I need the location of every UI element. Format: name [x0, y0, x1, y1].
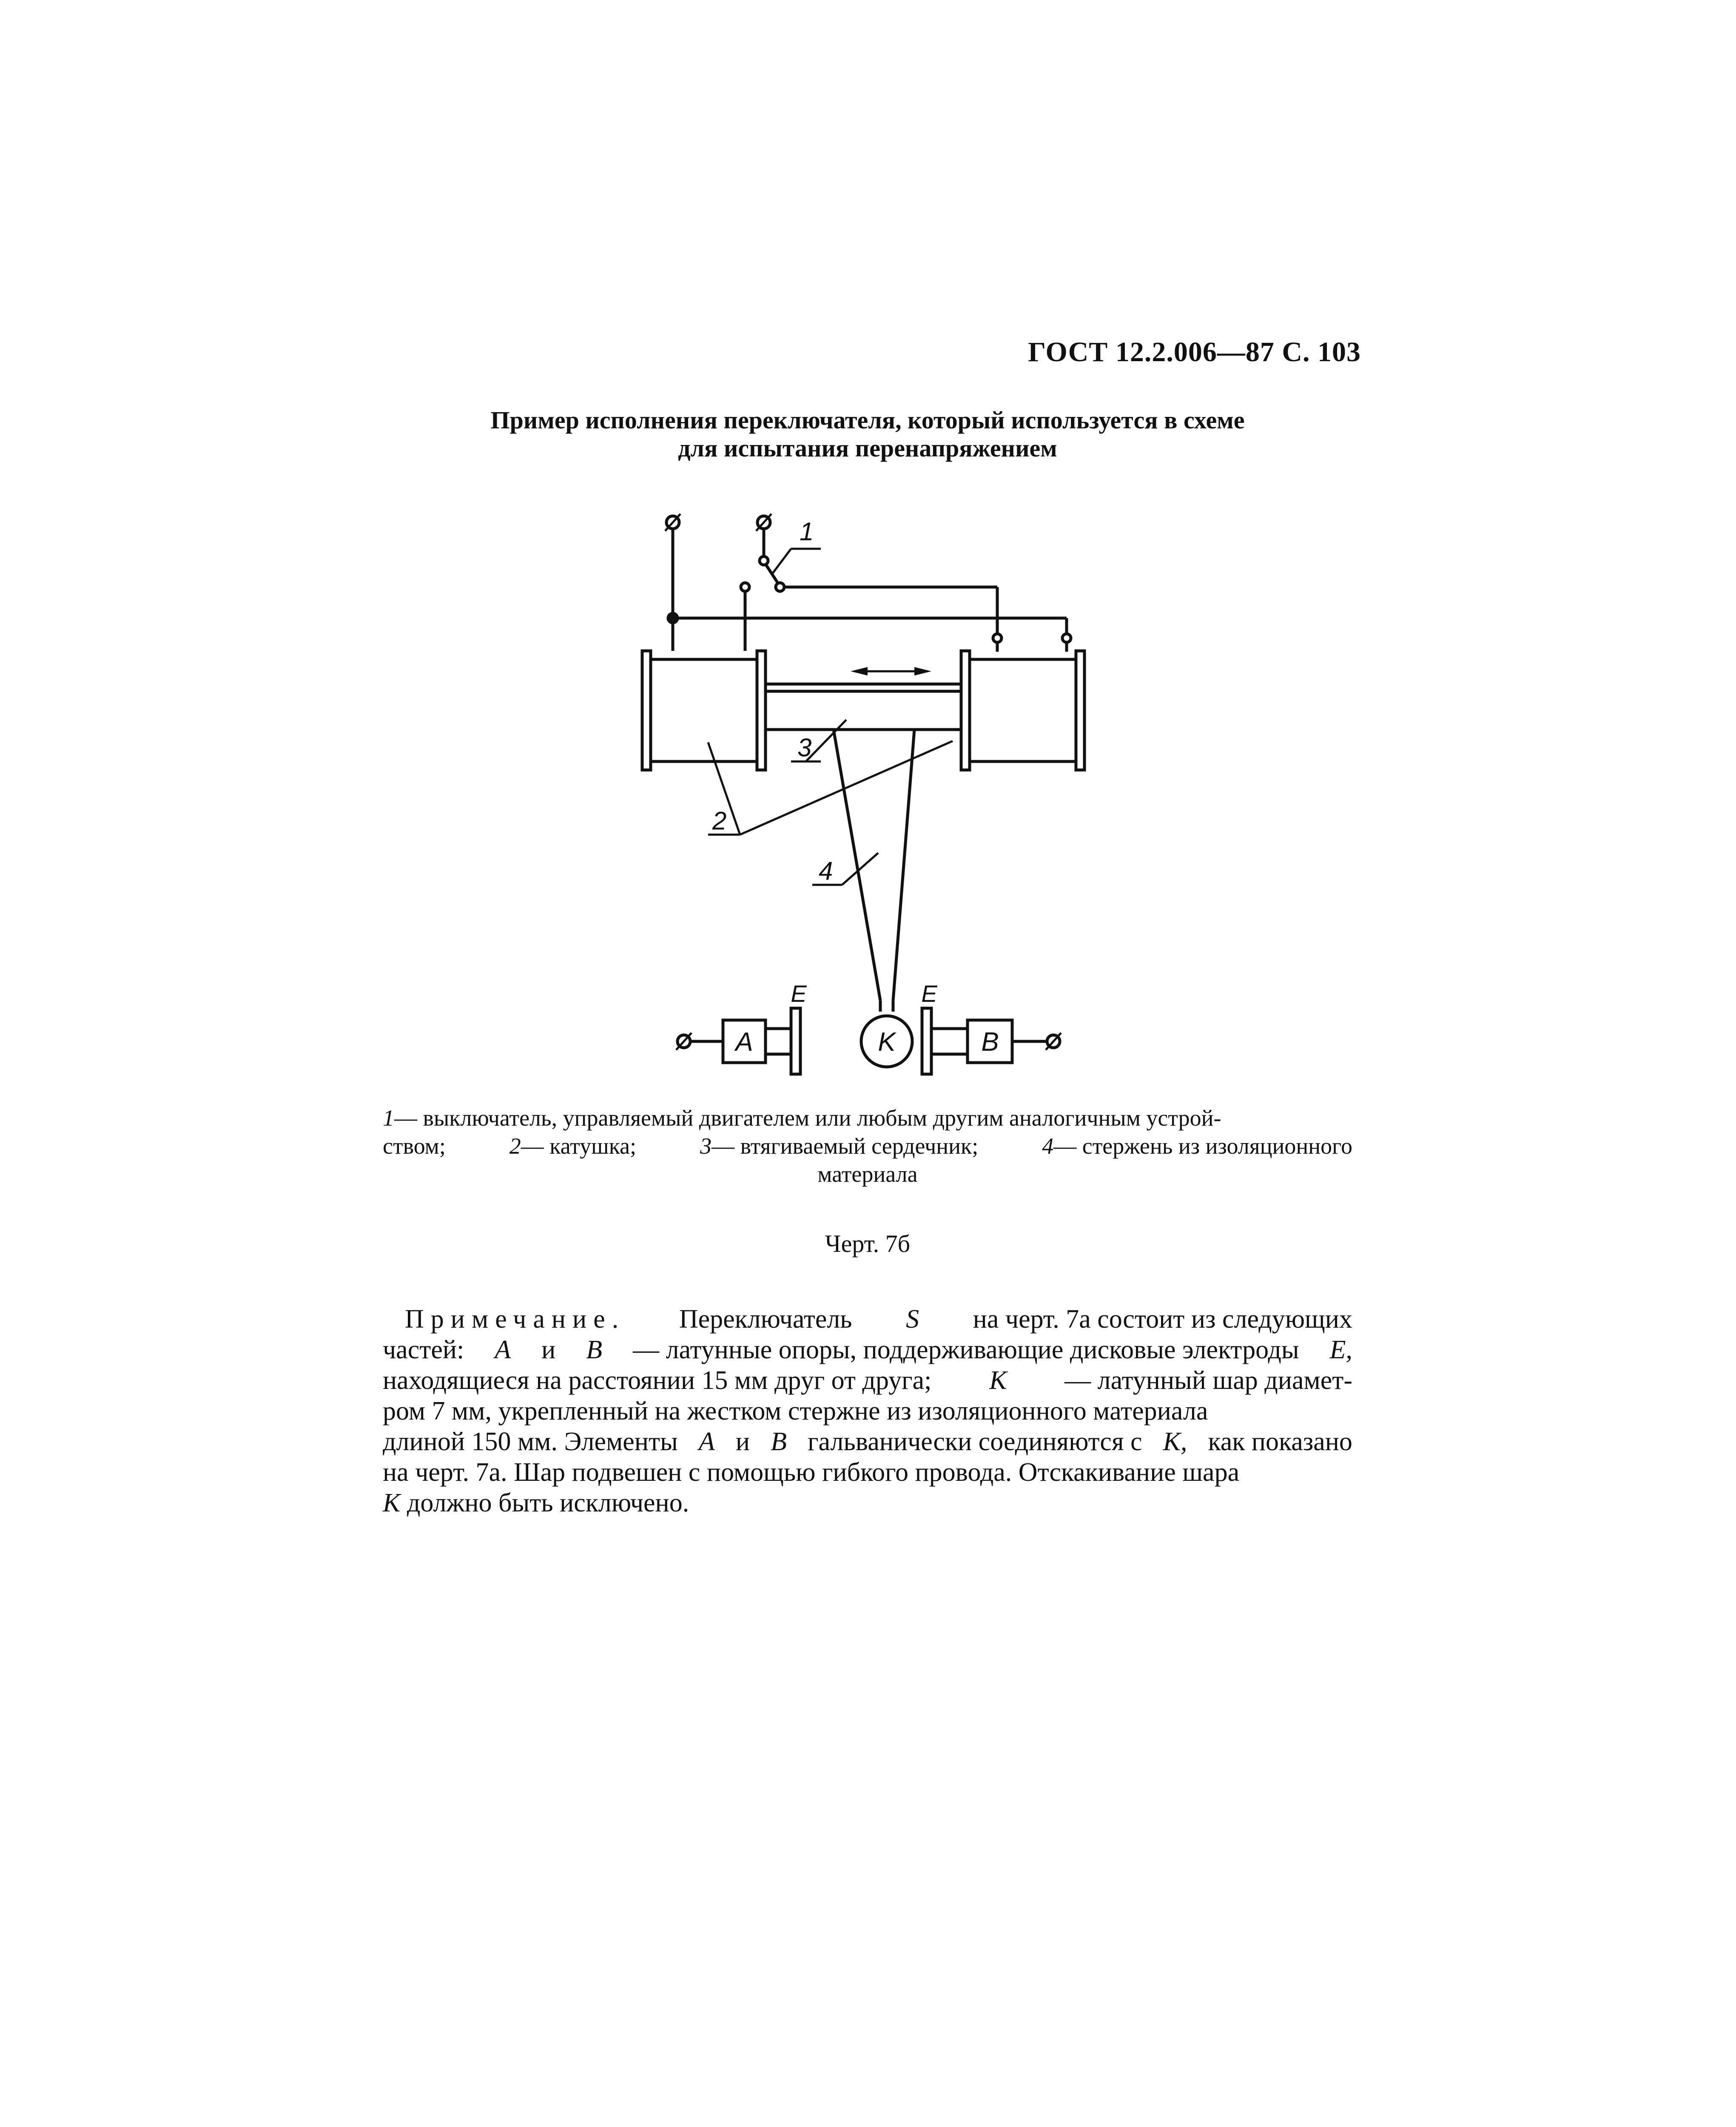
note-paragraph — [383, 1304, 1352, 1518]
switch-diagram — [629, 493, 1140, 1089]
note-line-7: K должно быть исключено. — [383, 1488, 689, 1517]
figure-legend — [383, 1104, 1352, 1188]
note-line-4: ром 7 мм, укрепленный на жестком стержне из изоляционного материала — [383, 1397, 1208, 1426]
right-coil — [961, 651, 1084, 770]
support-b-label: B — [981, 1027, 999, 1057]
movement-arrow — [851, 667, 931, 676]
legend-line-2: ством; 2— катушка; 3— втягиваемый сердечник; 4— стержень из изоляционного — [383, 1133, 1352, 1159]
note-line-1: Примечание. Переключатель S на черт. 7а состоит из следующих — [405, 1305, 1352, 1334]
note-line-3: находящиеся на расстоянии 15 мм друг от друга; K — латунный шар диамет- — [383, 1366, 1352, 1395]
figure-title — [361, 406, 1374, 462]
figure-title-line-2: для испытания перенапряжением — [678, 434, 1057, 462]
note-line-5: длиной 150 мм. Элементы A и B гальванически соединяются с K, как показано — [383, 1427, 1352, 1456]
terminal-right-coil-outer — [1062, 634, 1071, 642]
insulating-rod — [834, 730, 914, 1012]
callout-1-label: 1 — [800, 517, 814, 546]
legend-line-1: 1— выключатель, управляемый двигателем или любым другим аналогичным устрой- — [383, 1105, 1221, 1131]
figure-title-line-1: Пример исполнения переключателя, который используется в схеме — [490, 406, 1245, 434]
legend-line-3: материала — [817, 1161, 918, 1187]
note-label: Примечание. — [405, 1305, 626, 1334]
switch-contact-left — [741, 583, 749, 591]
note-line-2: частей: A и B — латунные опоры, поддерживающие дисковые электроды E, — [383, 1335, 1352, 1364]
page-header: ГОСТ 12.2.006—87 С. 103 — [1028, 336, 1361, 368]
switch-contact-right — [776, 583, 784, 591]
top-terminal-right — [756, 514, 771, 531]
callout-2-leader-right — [740, 741, 953, 835]
callout-1-leader — [772, 549, 791, 574]
top-terminal-left — [665, 514, 680, 531]
callout-2-label: 2 — [712, 807, 727, 835]
callout-3-leader — [806, 720, 846, 761]
ball-k-label: K — [878, 1027, 896, 1057]
electrode-e-left-label: E — [791, 980, 807, 1007]
left-coil — [642, 651, 766, 770]
figure-caption: Черт. 7б — [825, 1230, 911, 1257]
support-a-label: A — [735, 1027, 753, 1057]
terminal-right-coil-inner — [993, 634, 1002, 642]
electrode-e-right-label: E — [921, 980, 937, 1007]
callout-3-label: 3 — [797, 733, 812, 762]
note-line-6: на черт. 7а. Шар подвешен с помощью гибкого провода. Отскакивание шара — [383, 1458, 1240, 1487]
plunger-core — [766, 684, 961, 730]
callout-4-label: 4 — [819, 857, 833, 885]
